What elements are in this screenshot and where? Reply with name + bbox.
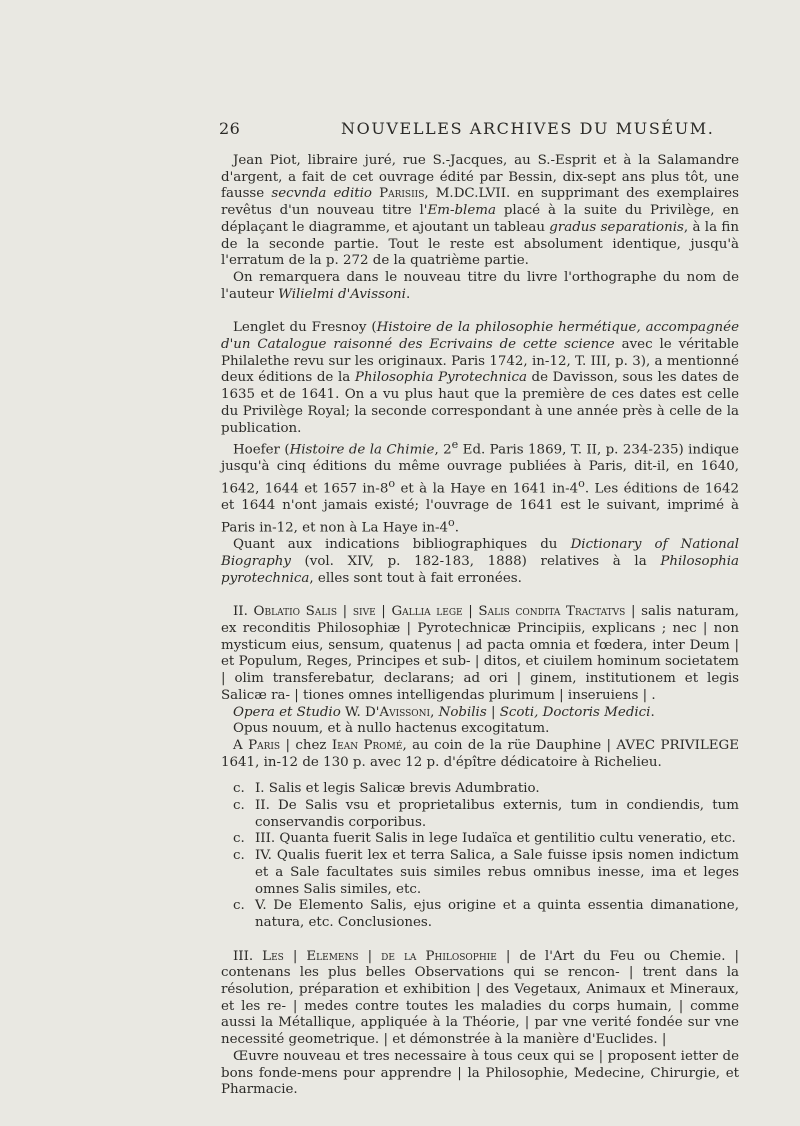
chapter-list [233,781,739,931]
section-gap [221,587,739,604]
paragraph-gap [221,303,739,320]
paragraph-orthographe: On remarquera dans le nouveau titre du livre l'orthographe du nom de l'auteur Wilielmi d'Avissoni. [221,269,739,302]
paragraph-hoefer: Hoefer (Histoire de la Chimie, 2e Ed. Paris 1869, T. II, p. 234-235) indique jusqu'à cinq éditions du même ouvrage publiées à Paris, dit-il, en 1640, 1642, 1644 et 1657 in-8$^o$ et à la Haye en 1641 in-4$^o$. Les éditions de 1642 et 1644 n'ont jamais existé; l'ouvrage de 1641 est le suivant, imprimé à Paris in-12, et non à La Haye in-4$^o$. [221,438,739,536]
paragraph-dictionary: Quant aux indications bibliographiques du Dictionary of National Biography (vol. XIV, p. 182-183, 1888) relatives à la Philosophia pyrotechnica, elles sont tout à fait erronées. [221,537,739,586]
section-ii-title: II. Oblatio Salis | sive | Gallia lege | Salis condita Tractatvs | salis naturam, ex reconditis Philosophiæ | Pyrotechnicæ Principiis, explicans ; nec | non mysticum eius, sensum, quatenus | ad pacta omnia et fœdera, inter Deum | et Populum, Reges, Principes et sub- | ditos, et ciuilem hominum societatem | olim transferebatur, declarans; ad ori | ginem, institutionem et legis Salicæ ra- | tiones omnes intelligendas plurimum | inseruiens | . [221,604,740,703]
section-ii-imprint: A Paris | chez Iean Promé, au coin de la rüe Dauphine | AVEC PRIVILEGE 1641, in-12 de 130 p. avec 12 p. d'épître dédicatoire à Richelieu. [221,737,739,770]
list-item: c. II. De Salis vsu et proprietalibus externis, tum in condiendis, tum conservandis corporibus. [233,798,739,830]
section-ii-opus: Opus nouum, et à nullo hactenus excogitatum. [233,721,550,737]
list-item: c. V. De Elemento Salis, ejus origine et a quinta essentia dimanatione, natura, etc. Conclusiones. [233,898,739,930]
running-title: NOUVELLES ARCHIVES DU MUSÉUM. [341,119,715,138]
paragraph-piot: Jean Piot, libraire juré, rue S.-Jacques, au S.-Esprit et à la Salamandre d'argent, a fait de cet ouvrage édité par Bessin, dix-sept ans plus tôt, une fausse secvnda editio Parisiis, M.DC.LVII. en supprimant des exemplaires revêtus d'un nouveau titre l'Em-blema placé à la suite du Privilège, en déplaçant le diagramme, et ajoutant un tableau gradus separationis, à la fin de la seconde partie. Tout le reste est absolument identique, jusqu'à l'erratum de la p. 272 de la quatrième partie. [221,153,739,269]
section-gap [221,932,739,949]
page-body [221,153,739,1099]
section-iii-oeuvre: Œuvre nouveau et tres necessaire à tous ceux qui se | proposent ietter de bons fonde-mens pour apprendre | la Philosophie, Medecine, Chirurgie, et Pharmacie. [221,1048,739,1098]
section-iii-title: III. Les | Elemens | de la Philosophie | de l'Art du Feu ou Chemie. | contenans les plus belles Observations qui se rencon- | trent dans la résolution, préparation et exhibition | des Vegetaux, Animaux et Mineraux, et les re- | medes contre toutes les maladies du corps humain, | comme aussi la Métallique, appliquée à la Théorie, | par vne verité fondée sur vne necessité geometrique. | et démonstrée à la manière d'Euclides. | [221,948,739,1048]
paragraph-lenglet: Lenglet du Fresnoy (Histoire de la philosophie hermétique, accompagnée d'un Catalogue raisonné des Ecrivains de cette science avec le véritable Philalethe revu sur les originaux. Paris 1742, in-12, T. III, p. 3), a mentionné deux éditions de la Philosophia Pyrotechnica de Davisson, sous les dates de 1635 et de 1641. On a vu plus haut que la première de ces dates est celle du Privilège Royal; la seconde correspondant à une année près à celle de la publication. [221,320,740,436]
list-item: c. IV. Qualis fuerit lex et terra Salica, a Sale fuisse ipsis nomen indictum et a Sale facultates suis similes rebus omnibus inesse, ima et leges omnes Salis similes, etc. [233,848,739,897]
section-ii-author: Opera et Studio W. D'Avissoni, Nobilis | Scoti, Doctoris Medici. [233,704,655,720]
list-item: c. III. Quanta fuerit Salis in lege Iudaïca et gentilitio cultu veneratio, etc. [233,831,736,847]
list-item: c. I. Salis et legis Salicæ brevis Adumbratio. [233,781,540,797]
list-gap [221,771,739,781]
page-number: 26 [219,119,241,138]
